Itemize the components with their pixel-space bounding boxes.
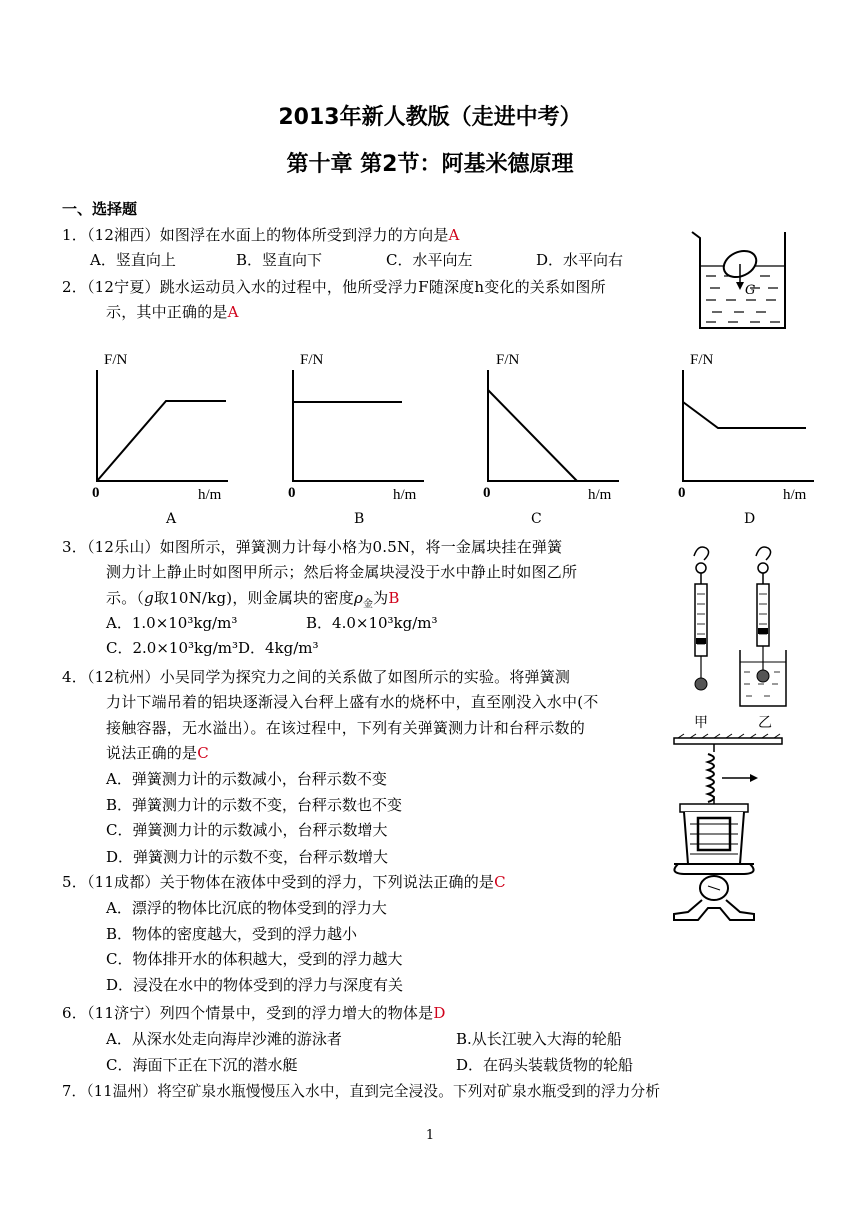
page-subtitle: 第十章 第2节：阿基米德原理 (286, 152, 574, 177)
q6-option-b: B.从长江驶入大海的轮船 (456, 1030, 622, 1048)
question-4-line2: 力计下端吊着的铝块逐渐浸入台秤上盛有水的烧杯中，直至刚没入水中(不 (106, 693, 599, 711)
question-1-answer: A (448, 226, 460, 244)
q3-label-jia: 甲 (694, 715, 708, 731)
q4-option-c: C．弹簧测力计的示数减小，台秤示数增大 (106, 821, 388, 839)
q6-option-d: D．在码头装载货物的轮船 (456, 1056, 634, 1074)
question-4-line4-text: 说法正确的是 (106, 744, 198, 762)
question-6 (62, 1002, 446, 1023)
question-2-line2 (106, 301, 239, 322)
q3-spring-scale-figure (680, 538, 800, 710)
q3-option-c-d: C．2.0×10³kg/m³D．4kg/m³ (106, 639, 319, 657)
question-4-line4 (106, 742, 209, 763)
q1-figure-label: G (745, 283, 756, 298)
question-2-answer: A (227, 303, 239, 321)
question-5-answer: C (494, 873, 506, 891)
question-4-line3: 接触容器，无水溢出）。在该过程中，下列有关弹簧测力计和台秤示数的 (106, 719, 585, 737)
q3-line3-part-a: 示。（ (106, 589, 145, 607)
q3-rho-subscript: 金 (362, 599, 374, 610)
q2-graph-b-origin: 0 (288, 485, 296, 501)
question-3-line2: 测力计上静止时如图甲所示；然后将金属块浸没于水中静止时如图乙所 (106, 563, 578, 581)
q2-graph-d-origin: 0 (678, 485, 686, 501)
question-7: 7．（11温州）将空矿泉水瓶慢慢压入水中，直到完全浸没。下列对矿泉水瓶受到的浮力分析 (62, 1083, 661, 1100)
q2-graph-b-caption: B (354, 511, 365, 527)
question-2-line1: 2．（12宁夏）跳水运动员入水的过程中，他所受浮力F随深度h变化的关系如图所 (62, 278, 606, 296)
question-5 (62, 871, 506, 892)
question-3-line1: 3．（12乐山）如图所示，弹簧测力计每小格为0.5N，将一金属块挂在弹簧 (62, 538, 563, 556)
q2-graph-d-xlabel: h/m (783, 487, 807, 503)
question-6-text: 6．（11济宁）列四个情景中，受到的浮力增大的物体是 (62, 1004, 434, 1022)
q2-graph-d-caption: D (744, 511, 756, 527)
q2-graph-c-caption: C (531, 511, 542, 527)
q3-line3-part-c: 为 (373, 589, 389, 607)
question-1 (62, 224, 460, 245)
q3-rho-symbol: ρ (353, 589, 363, 607)
q2-graph-a-ylabel: F/N (104, 352, 128, 368)
q4-option-d: D．弹簧测力计的示数不变，台秤示数增大 (106, 848, 389, 866)
q4-option-a: A．弹簧测力计的示数减小，台秤示数不变 (106, 770, 387, 788)
q1-option-b: B．竖直向下 (236, 251, 323, 269)
q3-label-yi: 乙 (758, 715, 772, 731)
question-3-answer: B (388, 589, 400, 607)
q2-graph-a-caption: A (166, 511, 177, 527)
question-4-line1: 4．（12杭州）小吴同学为探究力之间的关系做了如图所示的实验。将弹簧测 (62, 668, 571, 686)
q2-graph-c-ylabel: F/N (496, 352, 520, 368)
q3-line3-part-b: 取10N/kg)，则金属块的密度 (153, 589, 354, 607)
q2-graph-a (96, 370, 236, 482)
q4-option-b: B．弹簧测力计的示数不变，台秤示数也不变 (106, 796, 403, 814)
question-5-text: 5．（11成都）关于物体在液体中受到的浮力，下列说法正确的是 (62, 873, 495, 891)
question-4-answer: C (197, 744, 209, 762)
q5-option-b: B．物体的密度越大，受到的浮力越小 (106, 925, 358, 943)
question-2-line2-text: 示，其中正确的是 (106, 303, 228, 321)
q2-graph-b (292, 370, 432, 482)
section-heading: 一、选择题 (62, 200, 138, 218)
q2-graph-a-xlabel: h/m (198, 487, 222, 503)
q4-scale-figure (668, 734, 788, 924)
question-3-line3 (106, 587, 400, 610)
q6-option-c: C．海面下正在下沉的潜水艇 (106, 1056, 298, 1074)
q5-option-a: A．漂浮的物体比沉底的物体受到的浮力大 (106, 899, 387, 917)
q2-graph-d-ylabel: F/N (690, 352, 714, 368)
q2-graph-c (487, 370, 627, 482)
q2-graph-c-xlabel: h/m (588, 487, 612, 503)
q2-graph-a-origin: 0 (92, 485, 100, 501)
q2-graph-b-ylabel: F/N (300, 352, 324, 368)
page-number: 1 (425, 1128, 435, 1143)
q3-option-b: B．4.0×10³kg/m³ (306, 614, 438, 632)
q2-graph-b-xlabel: h/m (393, 487, 417, 503)
q2-graph-c-origin: 0 (483, 485, 491, 501)
question-6-answer: D (433, 1004, 446, 1022)
question-1-text: 1．（12湘西）如图浮在水面上的物体所受到浮力的方向是 (62, 226, 449, 244)
q2-graph-d (682, 370, 822, 482)
q3-option-a: A．1.0×10³kg/m³ (106, 614, 238, 632)
q1-option-c: C．水平向左 (386, 251, 473, 269)
q5-option-c: C．物体排开水的体积越大，受到的浮力越大 (106, 950, 403, 968)
q6-option-a: A．从深水处走向海岸沙滩的游泳者 (106, 1030, 342, 1048)
q5-option-d: D．浸没在水中的物体受到的浮力与深度有关 (106, 976, 404, 994)
q3-g-symbol: g (144, 589, 154, 607)
q1-option-d: D．水平向右 (536, 251, 624, 269)
q1-option-a: A．竖直向上 (90, 251, 176, 269)
page-title: 2013年新人教版（走进中考） (278, 105, 582, 130)
